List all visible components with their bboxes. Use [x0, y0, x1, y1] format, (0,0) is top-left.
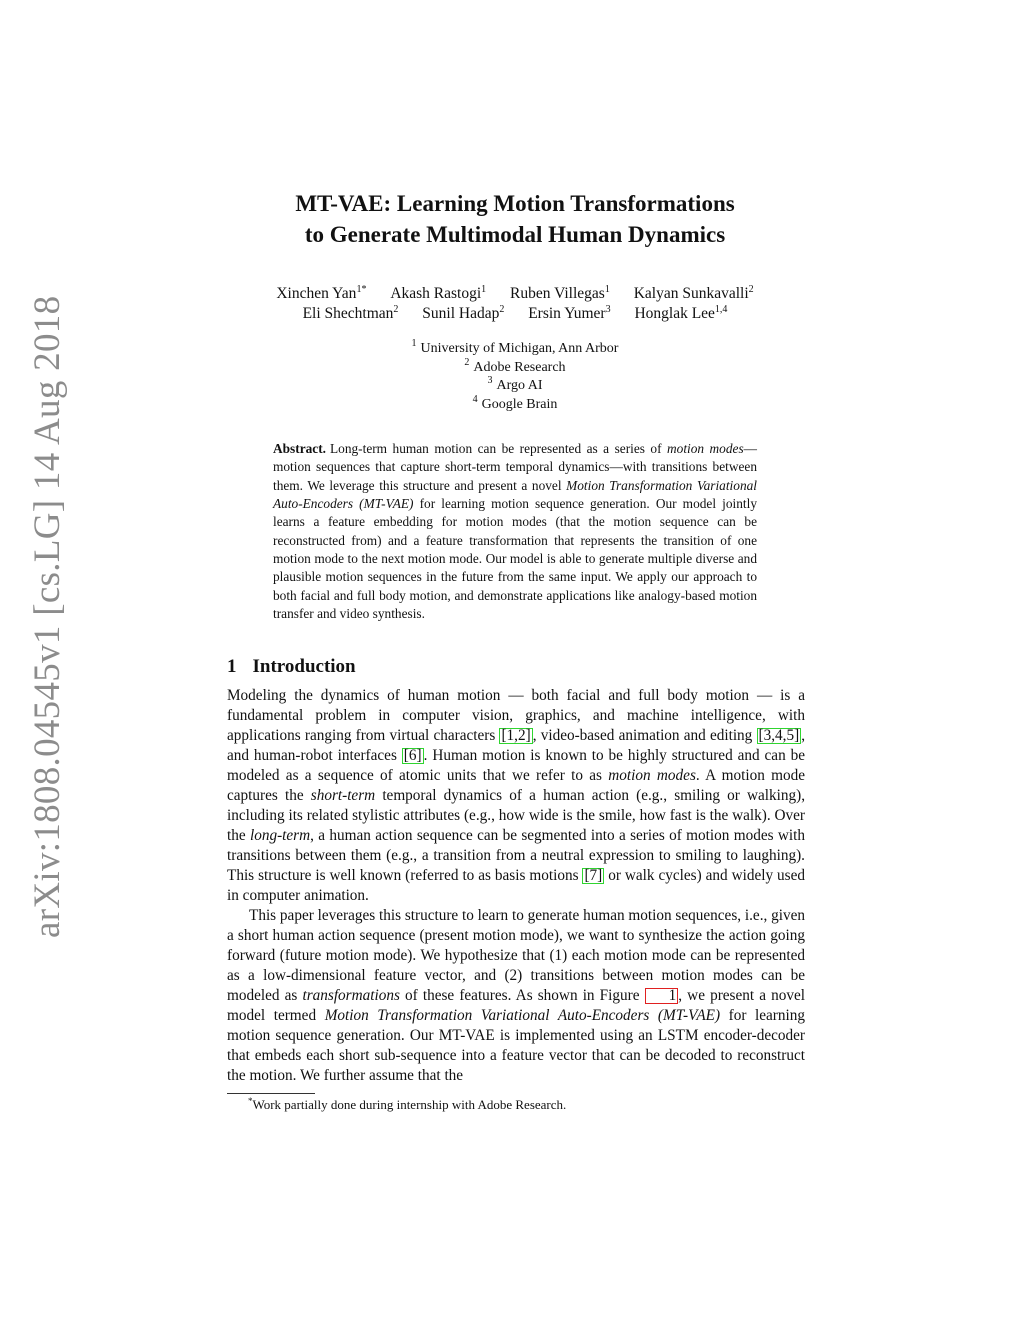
title-line-2: to Generate Multimodal Human Dynamics [304, 222, 726, 247]
author: Kalyan Sunkavalli$^2$ [633, 284, 754, 302]
author: Akash Rastogi$^1$ [390, 284, 487, 302]
abstract-label: Abstract. [273, 441, 326, 456]
affiliation-list [180, 340, 850, 414]
citation-link[interactable]: [3,4,5] [758, 727, 800, 744]
citation-link[interactable]: [6] [403, 747, 422, 764]
title-line-1: MT-VAE: Learning Motion Transformations [295, 191, 735, 216]
author: Eli Shechtman$^2$ [302, 304, 399, 322]
author-row-1 [180, 284, 850, 304]
footnote-rule [227, 1093, 315, 1094]
section-number: 1 [227, 656, 237, 677]
citation-link[interactable]: [7] [584, 867, 603, 884]
affiliation: $^4$ Google Brain [472, 393, 558, 412]
author: Xinchen Yan$^{1*}$ [276, 284, 367, 302]
body-text [227, 686, 805, 1086]
paragraph: Modeling the dynamics of human motion — both facial and full body motion — is a fundamental problem in computer vision, graphics, and machine intelligence, with applications ranging from virtual characters [1,2] , video-based animation and editing [3,4,5] , and human-robot interfaces [6] . Human motion is known to be highly structured and can be modeled as a sequence of atomic units that we refer to as motion modes. A motion mode captures the short-term temporal dynamics of a human action (e.g., smiling or walking), including its related stylistic attributes (e.g., how wide is the smile, how fast is the walk). Over the long-term, a human action sequence can be segmented into a series of motion modes with transitions between them (e.g., a transition from a neutral expression to smiling to laughing). This structure is well known (referred to as basis motions [7] or walk cycles) and widely used in computer animation. [227, 687, 806, 904]
abstract: Abstract. Long-term human motion can be represented as a series of motion modes—motion sequences that capture short-term temporal dynamics—with transitions between them. We leverage this structure and present a novel Motion Transformation Variational Auto-Encoders (MT-VAE) for learning motion sequence generation. Our model jointly learns a feature embedding for motion modes (that the motion sequence can be reconstructed from) and a feature transformation that represents the transition of one motion mode to the next motion mode. Our model is able to generate multiple diverse and plausible motion sequences in the future from the same input. We apply our approach to both facial and full body motion, and demonstrate applications like analogy-based motion transfer and video synthesis. [273, 441, 757, 622]
author: Ruben Villegas$^1$ [510, 284, 610, 302]
paragraph: This paper leverages this structure to learn to generate human motion sequences, i.e., given a short human action sequence (present motion mode), we want to synthesize the action going forward (future motion mode). We hypothesize that (1) each motion mode can be represented as a low-dimensional feature vector, and (2) transitions between motion modes can be modeled as transformations of these features. As shown in Figure 1 , we present a novel model termed Motion Transformation Variational Auto-Encoders (MT-VAE) for learning motion sequence generation. Our MT-VAE is implemented using an LSTM encoder-decoder that embeds each short sub-sequence into a feature vector that can be decoded to reconstruct the motion. We further assume that the [227, 907, 806, 1084]
author-row-2 [180, 304, 850, 324]
paper-title [180, 188, 850, 250]
author-list [180, 284, 850, 324]
author: Ersin Yumer$^3$ [528, 304, 611, 322]
section-title: Introduction [252, 656, 356, 677]
affiliation: $^2$ Adobe Research [464, 356, 566, 375]
figure-reference-link[interactable]: 1 [645, 988, 679, 1004]
author: Honglak Lee$^{1,4}$ [634, 304, 728, 322]
arxiv-identifier-stamp: arXiv:1808.04545v1 [cs.LG] 14 Aug 2018 [27, 295, 68, 938]
footnote: *Work partially done during internship with Adobe Research. [248, 1096, 567, 1112]
section-heading [227, 656, 356, 678]
affiliation: $^1$ University of Michigan, Ann Arbor [411, 338, 619, 356]
affiliation: $^3$ Argo AI [487, 375, 543, 393]
citation-link[interactable]: [1,2] [501, 727, 531, 744]
author: Sunil Hadap$^2$ [422, 304, 505, 322]
